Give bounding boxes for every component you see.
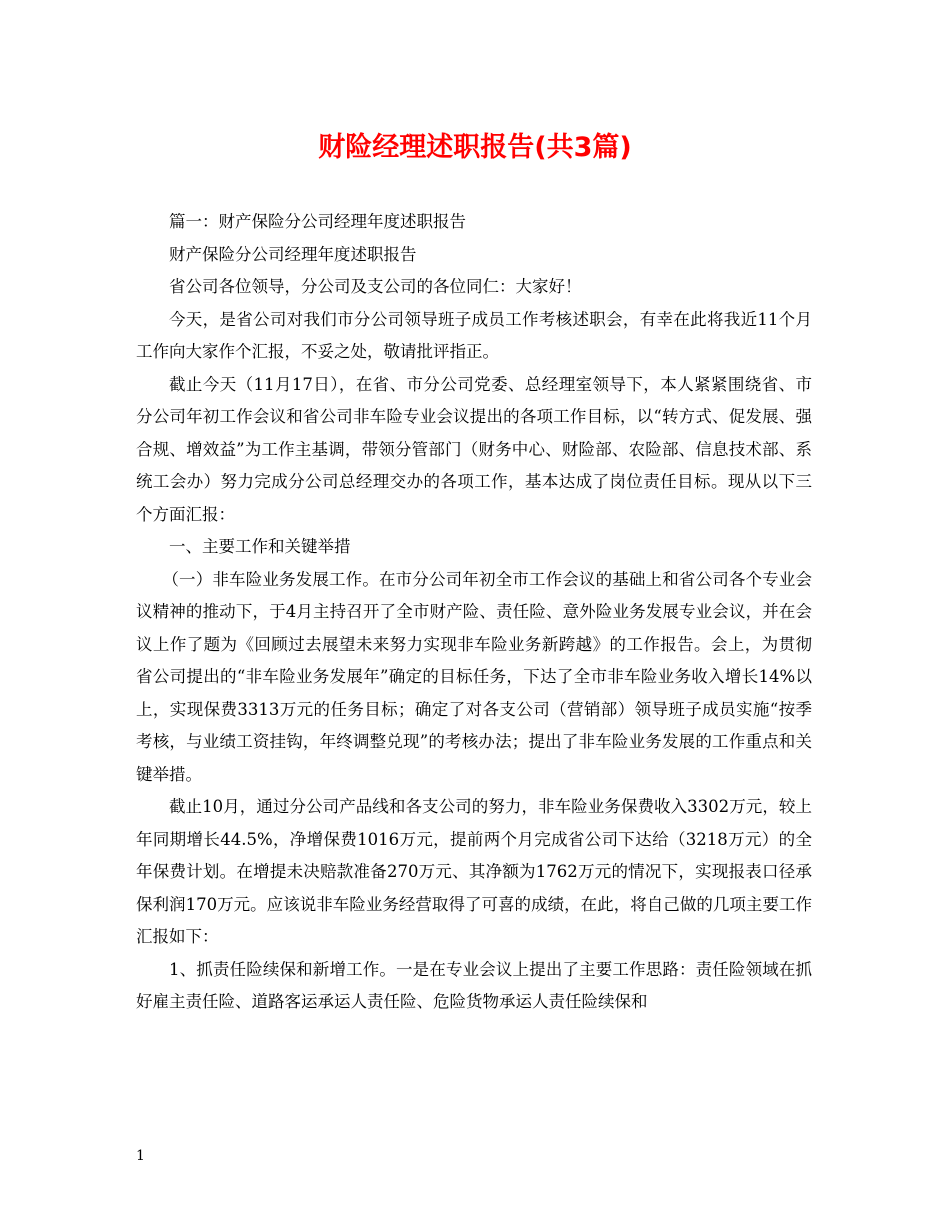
paragraph-heading-main-work: 一、主要工作和关键举措 [169, 537, 351, 556]
paragraph-report-title: 财产保险分公司经理年度述职报告 [169, 244, 417, 264]
paragraph-section-heading: 篇一：财产保险分公司经理年度述职报告 [169, 212, 466, 231]
document-title: 财险经理述职报告(共3篇) [318, 132, 632, 163]
paragraph-overview: 截止今天（11月17日），在省、市分公司党委、总经理室领导下，本人紧紧围绕省、市分公司年初工作会议和省公司非车险专业会议提出的各项工作目标，以“转方式、促发展、强合规、增效益”为工作主基调，带领分管部门（财务中心、财险部、农险部、信息技术部、系统工会办）努力完成分公司总经理交办的各项工作，基本达成了岗位责任目标。现从以下三个方面汇报： [136, 374, 812, 524]
page-number: 1 [136, 1148, 145, 1164]
paragraph-liability-insurance: 1、抓责任险续保和新增工作。一是在专业会议上提出了主要工作思路：责任险领域在抓好雇主责任险、道路客运承运人责任险、危险货物承运人责任险续保和 [136, 959, 812, 1011]
paragraph-non-auto-business: （一）非车险业务发展工作。在市分公司年初全市工作会议的基础上和省公司各个专业会议精神的推动下，于4月主持召开了全市财产险、责任险、意外险业务发展专业会议，并在会议上作了题为《回顾过去展望未来努力实现非车险业务新跨越》的工作报告。会上，为贯彻省公司提出的“非车险业务发展年”确定的目标任务，下达了全市非车险业务收入增长14%以上，实现保费3313万元的任务目标；确定了对各支公司（营销部）领导班子成员实施“按季考核，与业绩工资挂钩，年终调整兑现”的考核办法；提出了非车险业务发展的工作重点和关键举措。 [136, 569, 812, 784]
paragraph-greeting: 省公司各位领导，分公司及支公司的各位同仁：大家好！ [169, 277, 582, 296]
paragraph-intro: 今天，是省公司对我们市分公司领导班子成员工作考核述职会，有幸在此将我近11个月工作向大家作个汇报，不妥之处，敬请批评指正。 [136, 309, 812, 361]
document-body [136, 206, 812, 1019]
paragraph-results: 截止10月，通过分公司产品线和各支公司的努力，非车险业务保费收入3302万元，较上年同期增长44.5%，净增保费1016万元，提前两个月完成省公司下达给（3218万元）的全年保费计划。在增提未决赔款准备270万元、其净额为1762万元的情况下，实现报表口径承保利润170万元。应该说非车险业务经营取得了可喜的成绩，在此，将自己做的几项主要工作汇报如下： [136, 797, 812, 946]
